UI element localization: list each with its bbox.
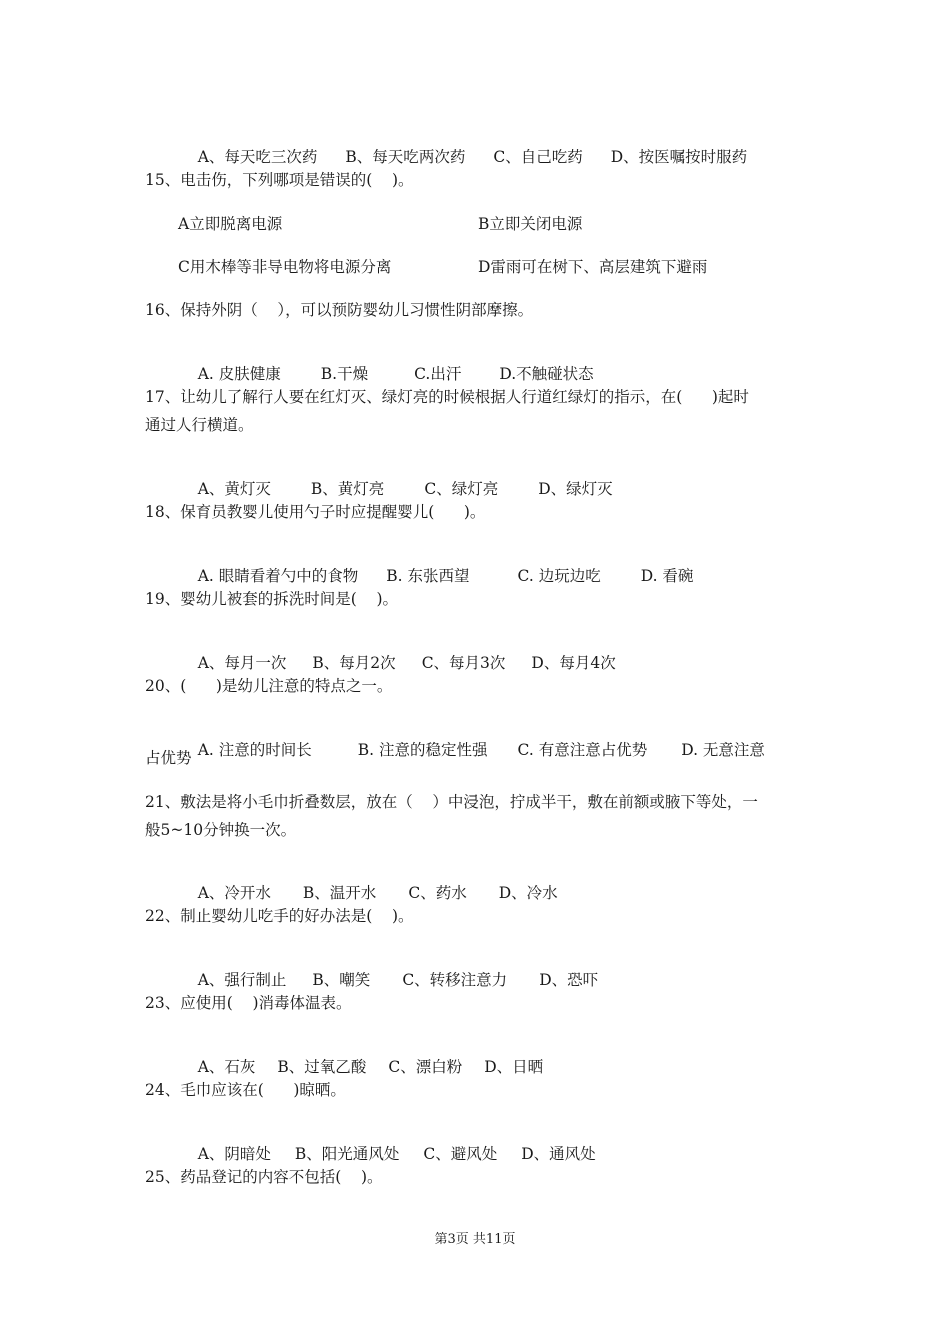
q15-option-b: B立即关闭电源 bbox=[478, 215, 583, 233]
q17-stem-line1: 17、让幼儿了解行人要在红灯灭、绿灯亮的时候根据人行道红绿灯的指示，在( )起时 bbox=[145, 388, 749, 406]
q23-option-a: A、石灰 bbox=[197, 1058, 256, 1076]
q18-option-d: D. 看碗 bbox=[640, 567, 694, 585]
q14-option-a: A、每天吃三次药 bbox=[197, 148, 318, 166]
page-footer: 第3页 共11页 bbox=[434, 1232, 516, 1247]
q19-stem: 19、婴幼儿被套的拆洗时间是( )。 bbox=[145, 590, 399, 608]
q17-option-d: D、绿灯灭 bbox=[538, 480, 613, 498]
q21-option-b: B、温开水 bbox=[302, 884, 377, 902]
q21-option-c: C、药水 bbox=[408, 884, 467, 902]
q20-option-b: B. 注意的稳定性强 bbox=[357, 741, 488, 759]
q19-option-a: A、每月一次 bbox=[197, 654, 287, 672]
q21-option-a: A、冷开水 bbox=[197, 884, 271, 902]
q16-option-d: D.不触碰状态 bbox=[499, 365, 594, 383]
q14-option-b: B、每天吃两次药 bbox=[345, 148, 466, 166]
q18-option-c: C. 边玩边吃 bbox=[517, 567, 601, 585]
q22-option-b: B、嘲笑 bbox=[312, 971, 371, 989]
q25-stem: 25、药品登记的内容不包括( )。 bbox=[145, 1168, 383, 1186]
q16-option-a: A. 皮肤健康 bbox=[197, 365, 281, 383]
q15-stem: 15、电击伤，下列哪项是错误的( )。 bbox=[145, 171, 414, 189]
q20-option-d: D. 无意注意 bbox=[681, 741, 765, 759]
q14-option-c: C、自己吃药 bbox=[493, 148, 583, 166]
q20-stem: 20、( )是幼儿注意的特点之一。 bbox=[145, 677, 393, 695]
q18-option-a: A. 眼睛看着勺中的食物 bbox=[197, 567, 359, 585]
q20-option-a: A. 注意的时间长 bbox=[197, 741, 312, 759]
q23-option-d: D、日晒 bbox=[484, 1058, 544, 1076]
q19-option-d: D、每月4次 bbox=[531, 654, 616, 672]
q23-stem: 23、应使用( )消毒体温表。 bbox=[145, 994, 352, 1012]
q20-options bbox=[178, 720, 765, 780]
q21-stem-line1: 21、敷法是将小毛巾折叠数层，放在（ ）中浸泡，拧成半干，敷在前额或腋下等处，一 bbox=[145, 793, 758, 811]
q22-option-d: D、恐吓 bbox=[539, 971, 599, 989]
q21-stem-line2: 般5~10分钟换一次。 bbox=[145, 821, 297, 839]
q17-option-c: C、绿灯亮 bbox=[424, 480, 499, 498]
q21-option-d: D、冷水 bbox=[498, 884, 558, 902]
q16-option-c: C.出汗 bbox=[414, 365, 462, 383]
q19-option-c: C、每月3次 bbox=[421, 654, 506, 672]
q22-option-c: C、转移注意力 bbox=[402, 971, 508, 989]
q18-stem: 18、保育员教婴儿使用勺子时应提醒婴儿( )。 bbox=[145, 503, 486, 521]
q20-option-c: C. 有意注意占优势 bbox=[517, 741, 648, 759]
q17-option-b: B、黄灯亮 bbox=[310, 480, 385, 498]
q24-stem: 24、毛巾应该在( )晾晒。 bbox=[145, 1081, 346, 1099]
q17-stem-line2: 通过人行横道。 bbox=[145, 416, 254, 434]
q20-option-d-wrap: 占优势 bbox=[145, 749, 192, 767]
q24-option-c: C、避风处 bbox=[423, 1145, 498, 1163]
q15-option-d: D雷雨可在树下、高层建筑下避雨 bbox=[478, 258, 708, 276]
q18-option-b: B. 东张西望 bbox=[386, 567, 470, 585]
q23-option-b: B、过氧乙酸 bbox=[277, 1058, 367, 1076]
q22-stem: 22、制止婴幼儿吃手的好办法是( )。 bbox=[145, 907, 414, 925]
q16-option-b: B.干燥 bbox=[320, 365, 369, 383]
q22-option-a: A、强行制止 bbox=[197, 971, 287, 989]
q15-option-a: A立即脱离电源 bbox=[178, 215, 283, 233]
q24-option-d: D、通风处 bbox=[521, 1145, 596, 1163]
q24-option-a: A、阴暗处 bbox=[197, 1145, 271, 1163]
q15-option-c: C用木棒等非导电物将电源分离 bbox=[178, 258, 392, 276]
q17-option-a: A、黄灯灭 bbox=[197, 480, 271, 498]
q19-option-b: B、每月2次 bbox=[312, 654, 396, 672]
q23-option-c: C、漂白粉 bbox=[388, 1058, 463, 1076]
q24-option-b: B、阳光通风处 bbox=[294, 1145, 400, 1163]
q16-stem: 16、保持外阴（ ），可以预防婴幼儿习惯性阴部摩擦。 bbox=[145, 301, 534, 319]
q14-option-d: D、按医嘱按时服药 bbox=[610, 148, 748, 166]
